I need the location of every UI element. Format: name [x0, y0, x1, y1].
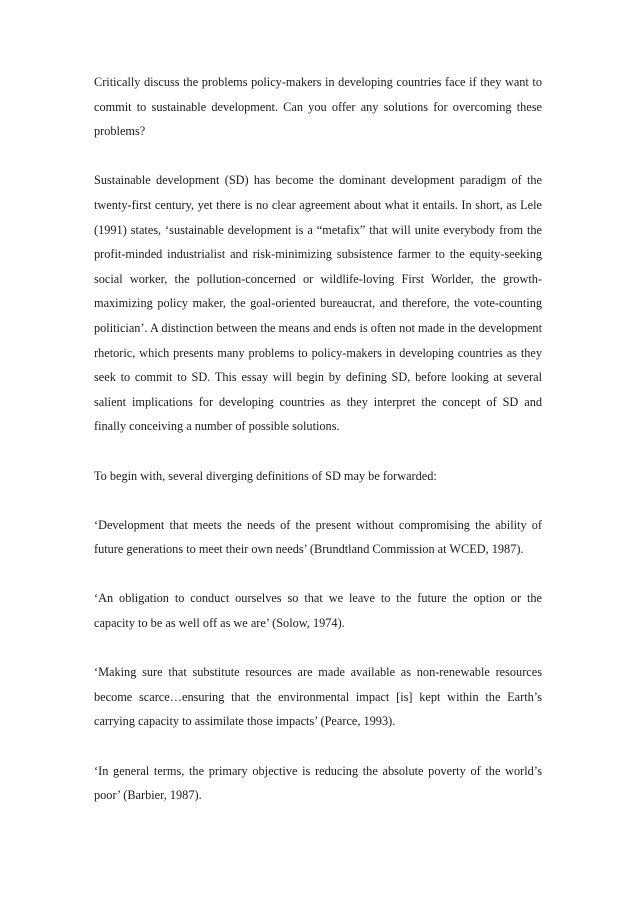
- definitions-lead: To begin with, several diverging definitions of SD may be forwarded:: [94, 468, 437, 483]
- definition-quote-pearce: ‘Making sure that substitute resources are made available as non-renewable resources become scarce…ensuring that the environmental impact [is] kept within the Earth’s carrying capacity to assimilate those impacts’ (Pearce, 1993).: [94, 665, 542, 729]
- essay-question: Critically discuss the problems policy-makers in developing countries face if they want to commit to sustainable development. Can you offer any solutions for overcoming these problems?: [94, 75, 542, 139]
- document-page: [94, 70, 542, 808]
- paragraph-gap: [94, 144, 542, 169]
- paragraph-gap: [94, 734, 542, 759]
- paragraph-gap: [94, 439, 542, 464]
- paragraph-gap: [94, 488, 542, 513]
- definition-quote-brundtland: ‘Development that meets the needs of the present without compromising the ability of future generations to meet their own needs’ (Brundtland Commission at WCED, 1987).: [94, 517, 542, 557]
- paragraph-gap: [94, 562, 542, 587]
- definition-quote-barbier: ‘In general terms, the primary objective is reducing the absolute poverty of the world’s poor’ (Barbier, 1987).: [94, 763, 542, 803]
- definition-quote-solow: ‘An obligation to conduct ourselves so that we leave to the future the option or the capacity to be as well off as we are’ (Solow, 1974).: [94, 591, 542, 631]
- paragraph-gap: [94, 636, 542, 661]
- intro-paragraph: Sustainable development (SD) has become the dominant development paradigm of the twenty-first century, yet there is no clear agreement about what it entails. In short, as Lele (1991) states, ‘sustainable development is a “metafix” that will unite everybody from the profit-minded industrialist and risk-minimizing subsistence farmer to the equity-seeking social worker, the pollution-concerned or wildlife-loving First Worlder, the growth-maximizing policy maker, the goal-oriented bureaucrat, and therefore, the vote-counting politician’. A distinction between the means and ends is often not made in the development rhetoric, which presents many problems to policy-makers in developing countries as they seek to commit to SD. This essay will begin by defining SD, before looking at several salient implications for developing countries as they interpret the concept of SD and finally conceiving a number of possible solutions.: [94, 173, 542, 434]
